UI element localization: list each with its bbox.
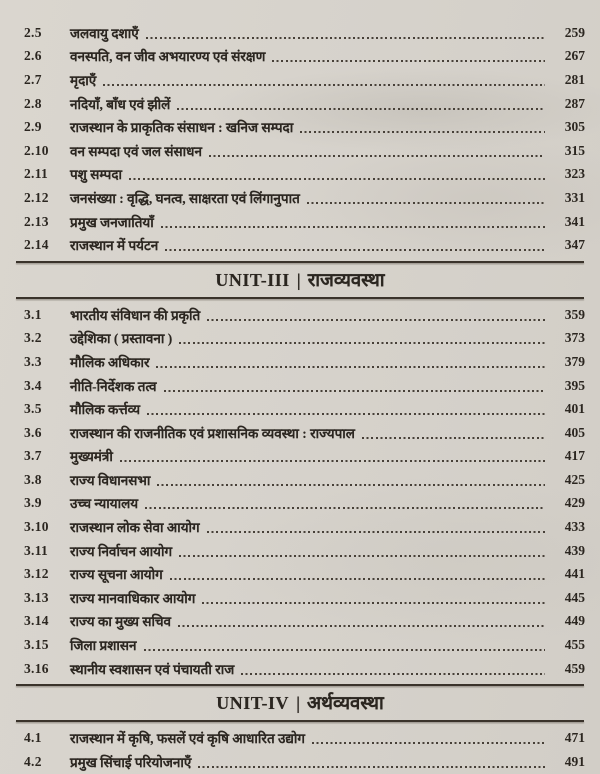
toc-entry bbox=[15, 657, 585, 681]
toc-entry-page: 433 bbox=[564, 519, 585, 535]
toc-entry-page: 455 bbox=[564, 637, 585, 653]
toc-entry-page: 401 bbox=[564, 401, 585, 417]
toc-entry-number: 4.2 bbox=[24, 753, 42, 769]
toc-entry-number: 3.8 bbox=[24, 471, 42, 487]
toc-entry-page: 341 bbox=[564, 213, 585, 229]
toc-entry-title: राज्य विधानसभा bbox=[70, 472, 151, 488]
unit-4-rule-bottom bbox=[16, 720, 584, 722]
toc-entry-number: 3.16 bbox=[24, 660, 49, 676]
toc-entry bbox=[15, 139, 585, 163]
dot-leader bbox=[179, 342, 545, 344]
dot-leader bbox=[272, 60, 545, 62]
toc-entry-title: मृदाएँ bbox=[70, 72, 97, 88]
toc-entry-title: जलवायु दशाएँ bbox=[70, 25, 139, 41]
toc-entry bbox=[15, 210, 585, 234]
toc-entry bbox=[15, 633, 585, 657]
dot-leader bbox=[202, 602, 545, 604]
toc-entry-number: 2.7 bbox=[24, 71, 42, 87]
toc-entry-title: मौलिक कर्त्तव्य bbox=[70, 402, 141, 418]
toc-entry-title: राजस्थान के प्राकृतिक संसाधन : खनिज सम्पदा bbox=[70, 120, 294, 136]
toc-entry-title: राज्य मानवाधिकार आयोग bbox=[70, 590, 196, 606]
toc-entry bbox=[15, 421, 585, 445]
unit-3-name: राजव्यवस्था bbox=[307, 270, 385, 291]
dot-leader bbox=[241, 673, 545, 675]
toc-entry bbox=[15, 327, 585, 351]
toc-entry-number: 3.14 bbox=[24, 613, 49, 629]
dot-leader bbox=[207, 531, 545, 533]
toc-entry-page: 259 bbox=[564, 24, 585, 40]
dot-leader bbox=[178, 625, 545, 627]
dot-leader bbox=[157, 484, 545, 486]
toc-entry bbox=[15, 539, 585, 563]
toc-entry-page: 373 bbox=[564, 330, 585, 346]
toc-entry bbox=[15, 233, 585, 257]
dot-leader bbox=[170, 578, 545, 580]
toc-entry bbox=[15, 750, 585, 774]
toc-entry-title: राज्य का मुख्य सचिव bbox=[70, 614, 172, 630]
toc-unit-2-entries bbox=[15, 21, 585, 257]
toc-entry-page: 425 bbox=[564, 471, 585, 487]
toc-entry-page: 491 bbox=[564, 753, 585, 769]
toc-entry-number: 3.2 bbox=[24, 330, 42, 346]
dot-leader bbox=[164, 390, 545, 392]
toc-entry-number: 3.12 bbox=[24, 566, 49, 582]
toc-entry-number: 3.1 bbox=[24, 306, 42, 322]
toc-entry-title: उद्देशिका ( प्रस्तावना ) bbox=[70, 331, 173, 347]
dot-leader bbox=[300, 131, 545, 133]
toc-entry-title: राजस्थान में कृषि, फसलें एवं कृषि आधारित उद्योग bbox=[70, 731, 306, 747]
toc-entry-number: 2.13 bbox=[24, 213, 49, 229]
toc-entry-page: 395 bbox=[564, 377, 585, 393]
toc-entry-number: 4.1 bbox=[24, 730, 42, 746]
toc-entry-title: राज्य निर्वाचन आयोग bbox=[70, 543, 173, 559]
toc-entry-number: 2.8 bbox=[24, 95, 42, 111]
dot-leader bbox=[165, 249, 545, 251]
toc-entry bbox=[15, 68, 585, 92]
toc-entry bbox=[15, 397, 585, 421]
dot-leader bbox=[103, 84, 545, 86]
toc-entry bbox=[15, 21, 585, 45]
toc-entry-page: 347 bbox=[564, 237, 585, 253]
toc-entry-page: 287 bbox=[564, 95, 585, 111]
dot-leader bbox=[144, 649, 545, 651]
toc-entry-title: वनस्पति, वन जीव अभयारण्य एवं संरक्षण bbox=[70, 49, 266, 65]
toc-entry bbox=[15, 115, 585, 139]
dot-leader bbox=[129, 178, 545, 180]
unit-4-header bbox=[15, 690, 585, 716]
unit-3-label: UNIT-III bbox=[215, 269, 290, 290]
toc-entry bbox=[15, 515, 585, 539]
toc-entry bbox=[15, 586, 585, 610]
toc-entry-page: 379 bbox=[564, 353, 585, 369]
toc-entry-title: राजस्थान लोक सेवा आयोग bbox=[70, 520, 200, 536]
toc-entry bbox=[15, 445, 585, 469]
toc-entry-page: 267 bbox=[564, 48, 585, 64]
toc-entry-number: 3.10 bbox=[24, 519, 49, 535]
unit-3-rule-bottom bbox=[16, 297, 584, 299]
toc-entry-number: 3.15 bbox=[24, 637, 49, 653]
toc-entry-number: 2.10 bbox=[24, 142, 49, 158]
toc-entry bbox=[15, 45, 585, 69]
toc-entry-page: 359 bbox=[564, 306, 585, 322]
toc-entry bbox=[15, 374, 585, 398]
dot-leader bbox=[177, 108, 545, 110]
dot-leader bbox=[147, 413, 545, 415]
toc-entry-page: 445 bbox=[564, 589, 585, 605]
dot-leader bbox=[156, 366, 545, 368]
dot-leader bbox=[145, 507, 545, 509]
toc-entry-number: 3.6 bbox=[24, 424, 42, 440]
dot-leader bbox=[198, 766, 545, 768]
unit-4-label: UNIT-IV bbox=[216, 693, 290, 714]
toc-entry-title: जिला प्रशासन bbox=[70, 638, 137, 654]
toc-entry-title: प्रमुख सिंचाई परियोजनाएँ bbox=[70, 754, 192, 770]
toc-entry-number: 2.12 bbox=[24, 189, 49, 205]
toc-entry-page: 441 bbox=[564, 566, 585, 582]
dot-leader bbox=[307, 202, 545, 204]
toc-entry bbox=[15, 492, 585, 516]
toc-entry-number: 3.7 bbox=[24, 448, 42, 464]
toc-entry-page: 471 bbox=[564, 730, 585, 746]
toc-unit-4-entries bbox=[15, 726, 585, 773]
toc-entry-title: जनसंख्या : वृद्धि, घनत्व, साक्षरता एवं लिंगानुपात bbox=[70, 190, 300, 206]
toc-entry-number: 3.9 bbox=[24, 495, 42, 511]
toc-entry bbox=[15, 350, 585, 374]
toc-entry-title: नीति-निर्देशक तत्व bbox=[70, 378, 157, 394]
unit-4-separator: | bbox=[296, 693, 301, 714]
unit-4-name: अर्थव्यवस्था bbox=[307, 694, 384, 715]
toc-entry bbox=[15, 92, 585, 116]
toc-entry-title: उच्च न्यायालय bbox=[70, 496, 139, 512]
toc-entry bbox=[15, 610, 585, 634]
toc-entry-title: स्थानीय स्वशासन एवं पंचायती राज bbox=[70, 661, 235, 677]
toc-entry-title: पशु सम्पदा bbox=[70, 167, 122, 183]
toc-entry-page: 429 bbox=[564, 495, 585, 511]
toc-entry-page: 331 bbox=[564, 189, 585, 205]
unit-3-header bbox=[15, 267, 585, 293]
toc-entry bbox=[15, 468, 585, 492]
dot-leader bbox=[312, 742, 545, 744]
toc-entry-number: 2.9 bbox=[24, 119, 42, 135]
dot-leader bbox=[362, 437, 545, 439]
toc-entry-title: राज्य सूचना आयोग bbox=[70, 567, 163, 583]
unit-3-rule-top bbox=[16, 261, 584, 263]
toc-entry-number: 3.13 bbox=[24, 589, 49, 605]
toc-entry-page: 305 bbox=[564, 119, 585, 135]
toc-entry-title: नदियाँ, बाँध एवं झीलें bbox=[70, 96, 171, 112]
toc-entry bbox=[15, 726, 585, 750]
dot-leader bbox=[207, 319, 545, 321]
toc-entry-number: 2.14 bbox=[24, 237, 49, 253]
toc-entry-number: 3.11 bbox=[24, 542, 49, 558]
toc-entry-number: 2.5 bbox=[24, 24, 42, 40]
dot-leader bbox=[161, 226, 545, 228]
toc-entry bbox=[15, 303, 585, 327]
toc-entry-title: भारतीय संविधान की प्रकृति bbox=[70, 307, 201, 323]
unit-4-rule-top bbox=[16, 684, 584, 686]
dot-leader bbox=[146, 37, 545, 39]
toc-entry-title: वन सम्पदा एवं जल संसाधन bbox=[70, 143, 202, 159]
toc-entry-page: 459 bbox=[564, 660, 585, 676]
toc-entry-title: प्रमुख जनजातियाँ bbox=[70, 214, 154, 230]
toc-entry-title: मुख्यमंत्री bbox=[70, 449, 113, 465]
toc-entry bbox=[15, 562, 585, 586]
unit-4-header-block bbox=[15, 684, 585, 722]
toc-entry-title: मौलिक अधिकार bbox=[70, 354, 150, 370]
toc-entry-page: 417 bbox=[564, 448, 585, 464]
dot-leader bbox=[179, 555, 545, 557]
dot-leader bbox=[120, 460, 545, 462]
toc-entry-number: 3.5 bbox=[24, 401, 42, 417]
toc-entry-page: 405 bbox=[564, 424, 585, 440]
toc-entry-number: 2.11 bbox=[24, 166, 49, 182]
toc-entry-number: 3.4 bbox=[24, 377, 42, 393]
toc-entry-number: 3.3 bbox=[24, 353, 42, 369]
toc-entry bbox=[15, 163, 585, 187]
toc-entry-page: 449 bbox=[564, 613, 585, 629]
toc-entry-page: 281 bbox=[564, 71, 585, 87]
toc-entry-title: राजस्थान में पर्यटन bbox=[70, 238, 159, 254]
dot-leader bbox=[209, 155, 545, 157]
unit-3-header-block bbox=[15, 261, 585, 299]
toc-entry bbox=[15, 186, 585, 210]
toc-entry-page: 439 bbox=[564, 542, 585, 558]
toc-entry-page: 315 bbox=[564, 142, 585, 158]
unit-3-separator: | bbox=[296, 269, 301, 290]
toc-entry-page: 323 bbox=[564, 166, 585, 182]
toc-unit-3-entries bbox=[15, 303, 585, 681]
toc-entry-number: 2.6 bbox=[24, 48, 42, 64]
toc-entry-title: राजस्थान की राजनीतिक एवं प्रशासनिक व्यवस्था : राज्यपाल bbox=[70, 425, 355, 441]
